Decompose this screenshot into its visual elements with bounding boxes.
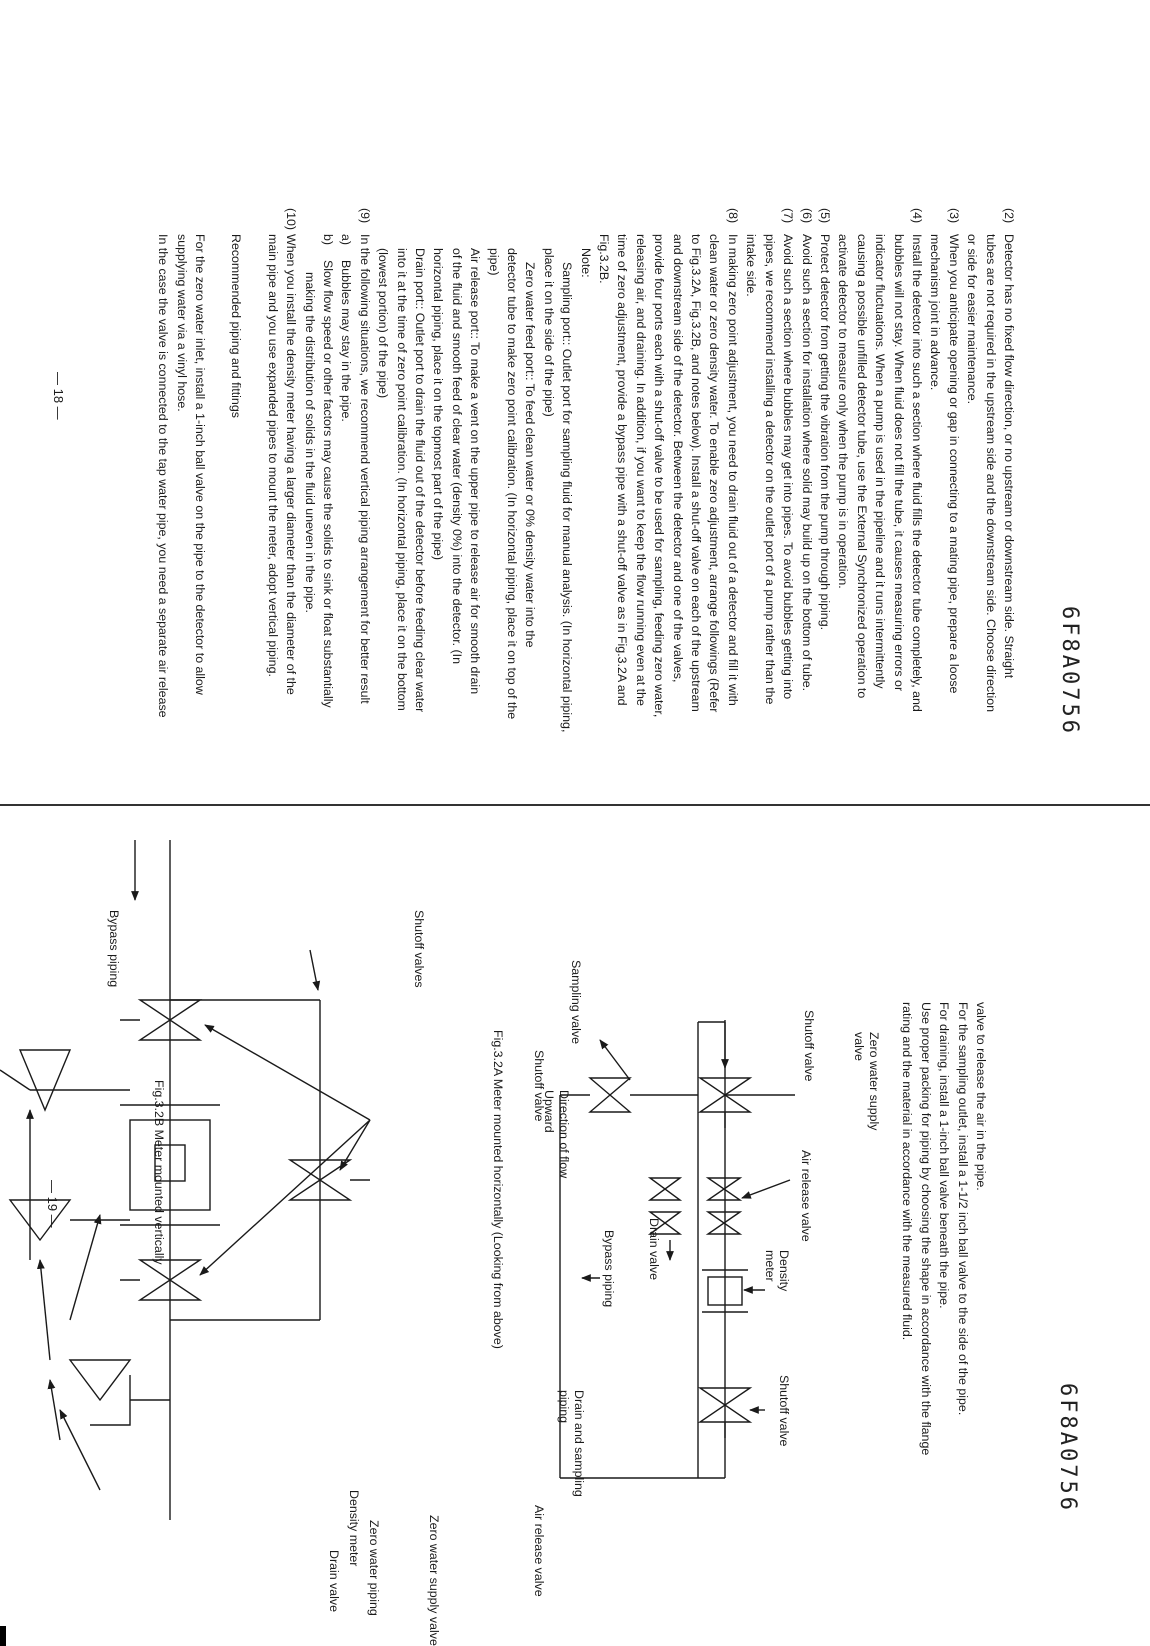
label-air-release-b: Air release valve xyxy=(532,1505,546,1597)
figure-3-2a-labels xyxy=(491,960,881,1447)
note-line: (lowest portion) of the pipe) xyxy=(376,248,391,399)
item-line: provide four ports each with a shut-off valve to be used for sampling, feeding zero water, xyxy=(652,234,667,718)
item-4: (4)Install the detector into such a section where fluid fills the detector tube completely, and xyxy=(908,208,926,732)
label-shutoff-right: Shutoff valve xyxy=(777,1375,791,1447)
item-line: and downstream side of the detector. Between the detector and one of the valves, xyxy=(670,234,685,683)
item-line: main pipe and you use expanded pipes to mount the meter, adopt vertical piping. xyxy=(265,234,280,677)
item-number: (3) xyxy=(946,208,961,224)
recommended-line: For the zero water inlet, install a 1-inch ball valve on the pipe to the detector to allow xyxy=(192,234,207,695)
label-zero-water-supply: Zero water supply xyxy=(867,1032,881,1131)
label-shutoff-bottom: Shutoff valve xyxy=(532,1050,546,1122)
item-line: bubbles will not stay. When fluid does not fill the tube, it causes measuring errors or xyxy=(891,234,906,692)
item-line: causing a possible unfilled detector tube, use the External Synchronized operation to xyxy=(854,234,869,699)
doc-id-page-19: 6F8A0756 xyxy=(1055,1383,1080,1513)
item-6: (6)Avoid such a section for installation where solid may build up on the bottom of tube. xyxy=(797,208,815,732)
note-line: detector tube to make zero point calibration. (In horizontal piping, place it on top of the xyxy=(505,248,520,720)
figure-3-2b-labels xyxy=(107,910,586,1646)
item-number: (6) xyxy=(799,208,814,224)
label-direction-1: Direction of flow xyxy=(557,1090,571,1179)
item-line: making the distribution of solids in the fluid uneven in the pipe. xyxy=(302,272,317,613)
scan-mark xyxy=(0,1626,6,1646)
item-line: indicator fluctuations. When a pump is used in the pipeline and it runs intermittently xyxy=(873,234,888,689)
leader-zero-supply xyxy=(50,1380,60,1440)
recommended-heading: Recommended piping and fittings xyxy=(229,234,244,418)
item-number: (7) xyxy=(781,208,796,224)
item-5: (5)Protect detector from getting the vibration from the pump through piping. xyxy=(816,208,834,732)
leader-shutoff-valves-a xyxy=(340,1120,370,1170)
leader-bypass-piping xyxy=(310,950,318,990)
item-line: releasing air, and draining. In addition, if you want to keep the flow running even at the xyxy=(633,234,648,706)
item-number: (10) xyxy=(284,208,299,231)
label-shutoff-valves: Shutoff valves xyxy=(412,910,426,988)
leader-shutoff-valves-c xyxy=(205,1025,370,1120)
note-line: Sampling port:: Outlet port for sampling fluid for manual analysis. (In horizontal piping, xyxy=(560,262,575,733)
item-line: pipes, we recommend installing a detector on the outlet port of a pump rather than the xyxy=(762,234,777,705)
air-release-valve-icon xyxy=(70,1360,130,1400)
item-line: activate detector to measure only when the pump is in operation. xyxy=(836,234,851,589)
note-line: into it at the time of zero point calibration. (In horizontal piping, place it on the bottom xyxy=(394,248,409,711)
leader-air-release xyxy=(60,1410,100,1490)
intro-line: For draining, install a 1-inch ball valve beneath the pipe. xyxy=(937,1002,952,1309)
sampling-valve-icon xyxy=(650,1178,680,1200)
drain-valve-icon xyxy=(20,1050,70,1110)
note-line: Air release port:: To make a vent on the upper pipe to release air for smooth drain xyxy=(468,248,483,695)
item-line: or side for easier maintenance. xyxy=(965,234,980,405)
air-release-valve-icon xyxy=(708,1178,740,1200)
item-line: time of zero adjustment, provide a bypass pipe with a shut-off valve as in Fig.3.2A and xyxy=(615,234,630,706)
item-line: mechanism joint in advance. xyxy=(928,234,943,391)
note-title: Note: xyxy=(578,248,593,278)
note-line: Zero water feed port:: To feed clean water or 0% density water into the xyxy=(523,262,538,648)
label-density-1: Density xyxy=(777,1250,791,1292)
leader-density-meter xyxy=(70,1215,100,1320)
item-number: (5) xyxy=(817,208,832,224)
note-line: Drain port:: Outlet port to drain the fluid out of the detector before feeding clear water xyxy=(413,248,427,713)
label-drain-sampling-1: Drain and sampling xyxy=(572,1390,586,1497)
note-line: place it on the side of the pipe) xyxy=(541,248,556,417)
page-18-body xyxy=(154,208,1018,732)
item-line: intake side. xyxy=(744,234,759,297)
caption-fig-3-2a: Fig.3.2A Meter mounted horizontally (Looking from above) xyxy=(491,1030,505,1349)
label-density-meter: Density meter xyxy=(347,1490,361,1567)
doc-id-page-18: 6F8A0756 xyxy=(1057,606,1082,736)
drain-piping-end xyxy=(0,1070,30,1090)
intro-line: rating and the material in accordance with the measured fluid. xyxy=(900,1002,915,1341)
item-number: (8) xyxy=(725,208,740,224)
item-9: (9)In the following situations, we recommend vertical piping arrangement for better result xyxy=(355,208,373,732)
label-bypass: Bypass piping xyxy=(602,1230,616,1308)
label-zero-water-supply-2: valve xyxy=(852,1032,866,1061)
drain-valve-icon xyxy=(708,1212,740,1234)
leader-sampling xyxy=(600,1040,630,1080)
label-shutoff-left: Shutoff valve xyxy=(802,1010,816,1082)
label-drain: Drain valve xyxy=(647,1218,661,1280)
page-18 xyxy=(0,0,1150,800)
piping-figures xyxy=(0,800,930,1646)
caption-fig-3-2b: Fig.3.2B Meter mounted vertically xyxy=(152,1080,166,1265)
leader-shutoff-valves-b xyxy=(200,1120,370,1275)
item-2: (2)Detector has no fixed flow direction, or no upstream or downstream side. Straight xyxy=(1000,208,1018,732)
item-10: (10)When you install the density meter having a larger diameter than the diameter of the xyxy=(282,208,300,732)
item-line: clean water or zero density water. To enable zero adjustment, arrange followings (Refer xyxy=(707,234,722,713)
label-direction-2: Upward xyxy=(542,1090,556,1133)
figure-3-2a xyxy=(560,1020,795,1478)
item-number: (2) xyxy=(1002,208,1016,224)
item-8: (8)In making zero point adjustment, you need to drain fluid out of a detector and fill it with xyxy=(724,208,742,732)
recommended-line: In the case the valve is connected to the tap water pipe, you need a separate air release xyxy=(156,234,171,718)
page-19 xyxy=(0,800,1150,1646)
note-line: pipe) xyxy=(486,248,501,276)
item-9a: a)Bubbles may stay in the pipe. xyxy=(339,234,354,422)
label-zero-piping: Zero water piping xyxy=(367,1520,381,1616)
label-sampling: Sampling valve xyxy=(569,960,583,1045)
note-line: of the fluid and smooth feed of clear water (density 0%) into the detector. (In xyxy=(449,248,464,665)
label-air-release: Air release valve xyxy=(799,1150,813,1242)
label-bypass-piping: Bypass piping xyxy=(107,910,121,988)
zero-water-valve-icon xyxy=(10,1200,70,1240)
label-density-2: meter xyxy=(763,1250,777,1282)
label-zero-supply: Zero water supply valve xyxy=(427,1515,441,1646)
label-drain-valve-b: Drain valve xyxy=(327,1550,341,1612)
intro-line: Use proper packing for piping by choosing the shape in accordance with the flange xyxy=(918,1002,933,1456)
leader-zero-piping xyxy=(40,1260,50,1360)
note-block xyxy=(374,208,576,732)
item-number: (9) xyxy=(357,208,372,224)
item-3: (3)When you anticipate opening or gap in connecting to a mating pipe, prepare a loose xyxy=(944,208,962,732)
page-number-19: — 19 — xyxy=(45,1180,60,1228)
item-9b: b)Slow flow speed or other factors may cause the solids to sink or float substantially xyxy=(320,234,335,708)
note-line: horizontal piping, place it on the topmost part of the pipe) xyxy=(431,248,446,561)
air-release-line xyxy=(90,1375,130,1425)
item-7: (7)Avoid such a section where bubbles may get into pipes. To avoid bubbles getting into xyxy=(779,208,797,732)
item-line: tubes are not required in the upstream side and the downstream side. Choose direction xyxy=(983,234,998,713)
item-line: Fig.3.2B. xyxy=(597,234,612,284)
intro-line: For the sampling outlet, install a 1-1/2 inch ball valve to the side of the pipe. xyxy=(955,1002,970,1416)
recommended-line: supplying water via a vinyl hose. xyxy=(174,234,189,412)
intro-line: valve to release the air in the pipe. xyxy=(974,1002,988,1191)
shutoff-valve-bottom-icon xyxy=(590,1078,630,1112)
leader-air-release xyxy=(742,1180,790,1198)
label-drain-sampling-2: piping xyxy=(557,1390,571,1424)
page-number-18: — 18 — xyxy=(51,372,66,420)
item-number: (4) xyxy=(909,208,924,224)
item-line: to Fig.3.2A, Fig.3.2B, and notes below). Install a shut-off valve on each of the upstream xyxy=(689,234,704,712)
